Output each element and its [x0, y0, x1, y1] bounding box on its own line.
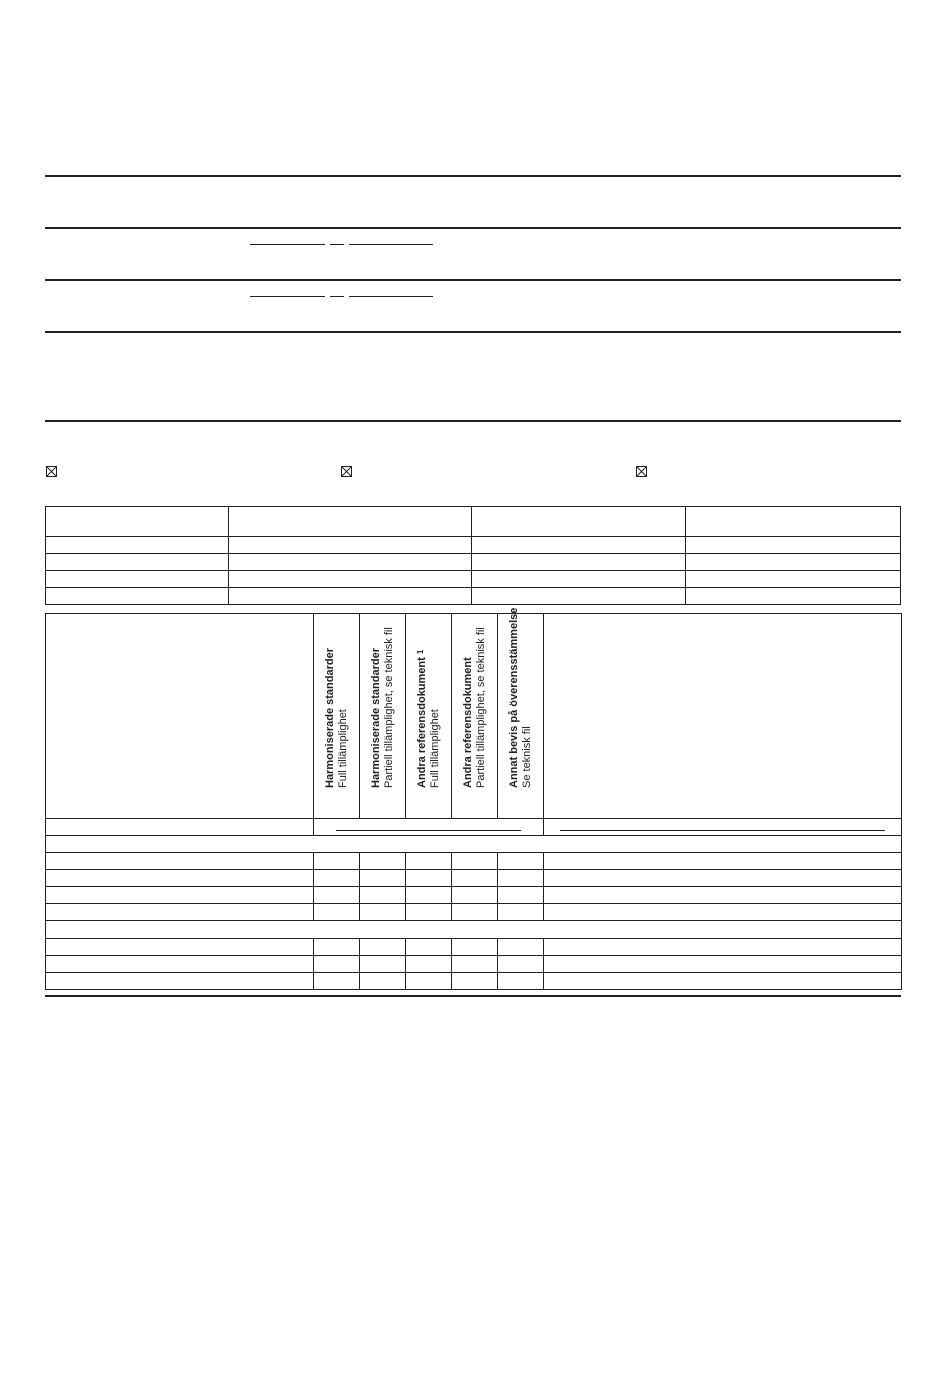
table-cell[interactable] [360, 972, 406, 989]
table-cell[interactable] [472, 507, 686, 537]
table-cell[interactable] [452, 938, 498, 955]
column-heading [324, 648, 350, 788]
table-cell[interactable] [498, 852, 544, 869]
column-heading-subtitle: Partiell tillämplighet, se teknisk fil [474, 626, 487, 788]
table-cell[interactable] [498, 904, 544, 921]
column-heading-subtitle: Se teknisk fil [520, 725, 533, 788]
header-cell-col5 [498, 607, 544, 819]
table-cell[interactable] [406, 972, 452, 989]
table-cell[interactable] [406, 955, 452, 972]
merged-field-cell[interactable] [544, 818, 902, 835]
table-row [46, 588, 901, 605]
header-cell-col1 [314, 614, 360, 819]
form-divider [45, 995, 901, 997]
column-heading [508, 607, 534, 787]
column-heading [462, 627, 488, 788]
table-cell[interactable] [46, 588, 229, 605]
table-cell[interactable] [452, 870, 498, 887]
table-cell[interactable] [686, 554, 901, 571]
table-row [46, 938, 902, 955]
table-cell[interactable] [406, 904, 452, 921]
table-cell[interactable] [46, 904, 314, 921]
field-underline [336, 830, 521, 831]
footnote-marker: 1 [415, 649, 425, 654]
table-cell[interactable] [544, 870, 902, 887]
column-heading [416, 649, 442, 787]
section-cell[interactable] [46, 921, 902, 938]
table-cell[interactable] [314, 955, 360, 972]
table-cell[interactable] [472, 554, 686, 571]
date-field-part[interactable] [330, 244, 344, 245]
form-divider [45, 420, 901, 422]
table-cell[interactable] [46, 938, 314, 955]
column-heading-title: Annat bevis på överensstämmelse [507, 607, 520, 788]
info-table [45, 506, 901, 605]
table-cell[interactable] [360, 887, 406, 904]
table-cell[interactable] [406, 938, 452, 955]
form-divider [45, 175, 901, 177]
header-cell-col3 [406, 614, 452, 819]
header-cell-notes [544, 614, 902, 819]
column-heading-title: Harmoniserade standarder [323, 647, 336, 788]
table-row [46, 571, 901, 588]
table-cell[interactable] [46, 571, 229, 588]
table-row [46, 537, 901, 554]
table-cell[interactable] [452, 955, 498, 972]
table-cell[interactable] [46, 972, 314, 989]
table-cell[interactable] [544, 972, 902, 989]
table-cell[interactable] [46, 887, 314, 904]
form-divider [45, 331, 901, 333]
header-cell-item [46, 614, 314, 819]
table-cell[interactable] [406, 852, 452, 869]
table-cell[interactable] [472, 571, 686, 588]
column-heading-title-wrap [416, 649, 429, 787]
column-heading-title: Andra referensdokument [461, 656, 474, 788]
table-cell[interactable] [686, 537, 901, 554]
date-field-part[interactable] [330, 296, 344, 297]
table-row [46, 955, 902, 972]
checked-box-icon[interactable] [636, 466, 647, 477]
table-cell[interactable] [46, 554, 229, 571]
table-cell[interactable] [314, 870, 360, 887]
table-cell[interactable] [452, 904, 498, 921]
column-heading-title: Harmoniserade standarder [369, 647, 382, 788]
table-cell[interactable] [686, 588, 901, 605]
column-heading [370, 627, 396, 788]
table-cell[interactable] [498, 938, 544, 955]
table-cell[interactable] [314, 852, 360, 869]
table-cell[interactable] [228, 537, 472, 554]
table-cell[interactable] [544, 904, 902, 921]
date-field-part[interactable] [349, 244, 433, 245]
table-cell[interactable] [360, 870, 406, 887]
table-row [46, 870, 902, 887]
form-divider [45, 227, 901, 229]
section-row [46, 921, 902, 938]
table-cell[interactable] [360, 852, 406, 869]
table-cell[interactable] [228, 554, 472, 571]
table-cell[interactable] [472, 588, 686, 605]
table-cell[interactable] [544, 955, 902, 972]
table-header-row [46, 614, 902, 819]
table-cell[interactable] [452, 852, 498, 869]
table-row [46, 818, 902, 835]
table-cell[interactable] [360, 938, 406, 955]
date-field-part[interactable] [250, 244, 325, 245]
table-cell[interactable] [452, 972, 498, 989]
field-underline [560, 830, 885, 831]
table-cell[interactable] [228, 571, 472, 588]
table-row [46, 904, 902, 921]
table-row [46, 852, 902, 869]
column-heading-subtitle: Full tillämplighet [336, 708, 349, 788]
section-row [46, 835, 902, 852]
table-cell[interactable] [46, 818, 314, 835]
table-cell[interactable] [544, 887, 902, 904]
table-cell[interactable] [452, 887, 498, 904]
table-cell[interactable] [46, 537, 229, 554]
table-cell[interactable] [544, 852, 902, 869]
table-cell[interactable] [228, 588, 472, 605]
table-cell[interactable] [314, 972, 360, 989]
date-field-part[interactable] [349, 296, 433, 297]
table-cell[interactable] [360, 904, 406, 921]
header-cell-col2 [360, 614, 406, 819]
merged-field-cell[interactable] [314, 818, 544, 835]
table-cell[interactable] [498, 972, 544, 989]
form-divider [45, 279, 901, 281]
table-cell[interactable] [314, 887, 360, 904]
table-row [46, 972, 902, 989]
table-cell[interactable] [686, 507, 901, 537]
checked-box-icon[interactable] [46, 466, 57, 477]
table-cell[interactable] [46, 507, 229, 537]
table-cell[interactable] [498, 955, 544, 972]
table-cell[interactable] [314, 904, 360, 921]
table-cell[interactable] [406, 887, 452, 904]
table-cell[interactable] [498, 887, 544, 904]
table-cell[interactable] [46, 955, 314, 972]
table-row [46, 887, 902, 904]
table-cell[interactable] [406, 870, 452, 887]
column-heading-subtitle: Partiell tillämplighet, se teknisk fil [382, 626, 395, 788]
conformity-table [45, 607, 902, 990]
section-cell[interactable] [46, 835, 902, 852]
checked-box-icon[interactable] [341, 466, 352, 477]
table-cell[interactable] [544, 938, 902, 955]
table-cell[interactable] [46, 870, 314, 887]
table-cell[interactable] [228, 507, 472, 537]
table-cell[interactable] [46, 852, 314, 869]
date-field-part[interactable] [250, 296, 325, 297]
header-cell-col4 [452, 614, 498, 819]
table-cell[interactable] [360, 955, 406, 972]
table-cell[interactable] [686, 571, 901, 588]
table-cell[interactable] [472, 537, 686, 554]
column-heading-subtitle: Full tillämplighet [428, 708, 441, 788]
table-row [46, 554, 901, 571]
table-header-row [46, 507, 901, 537]
column-heading-title: Andra referensdokument [415, 656, 428, 788]
table-cell[interactable] [314, 938, 360, 955]
table-cell[interactable] [498, 870, 544, 887]
